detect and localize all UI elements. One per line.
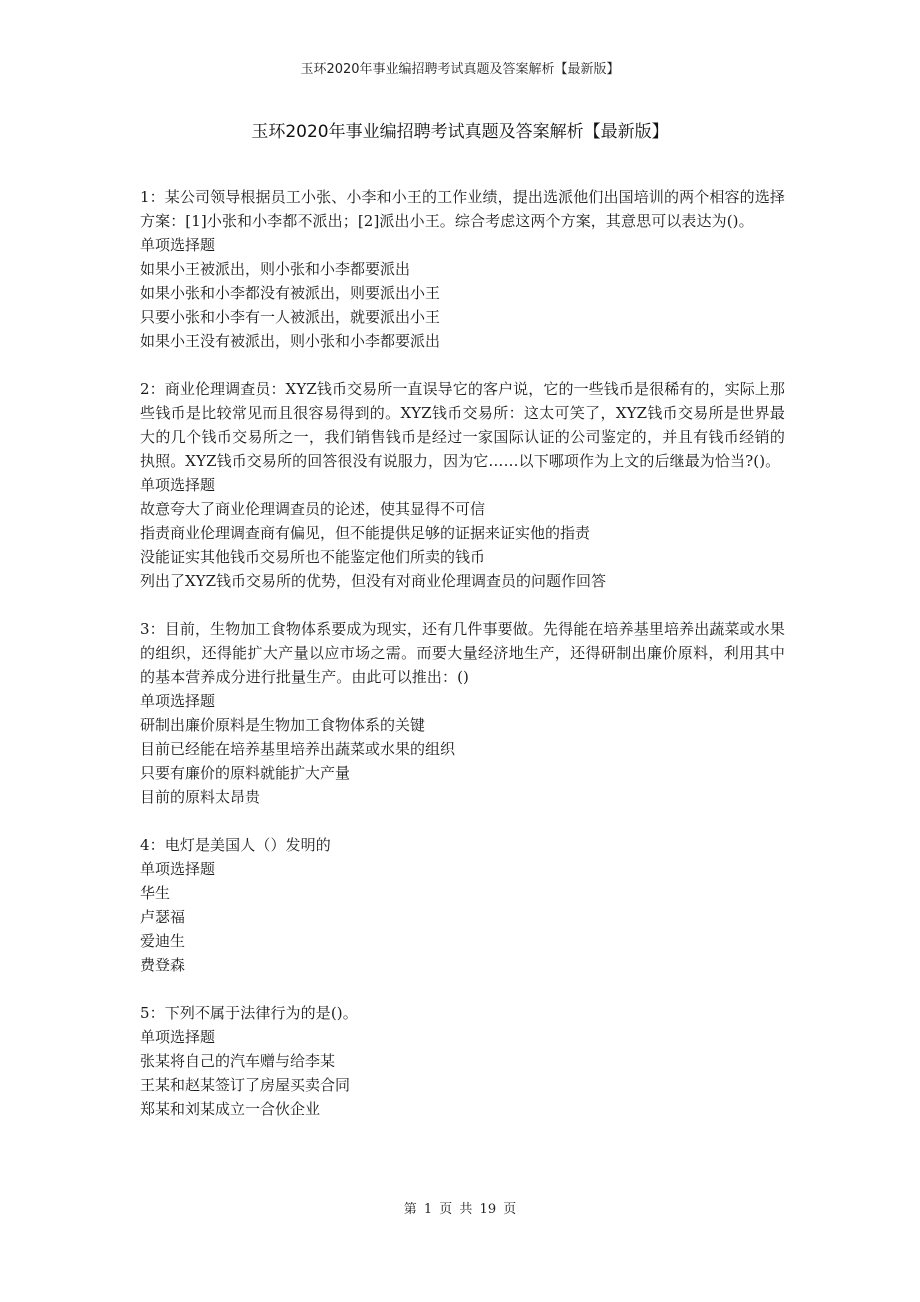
question-type: 单项选择题 <box>140 860 216 878</box>
question-1 <box>140 185 785 353</box>
answer-option: 张某将自己的汽车赠与给李某 <box>140 1052 336 1070</box>
question-stem: 3：目前，生物加工食物体系要成为现实，还有几件事要做。先得能在培养基里培养出蔬菜或水果的组织，还得能扩大产量以应市场之需。而要大量经济地生产，还得研制出廉价原料，利用其中的基本营养成分进行批量生产。由此可以推出：() <box>140 620 785 686</box>
answer-option: 如果小张和小李都没有被派出，则要派出小王 <box>140 284 441 302</box>
document-title: 玉环2020年事业编招聘考试真题及答案解析【最新版】 <box>251 122 669 142</box>
question-2 <box>140 377 785 593</box>
question-stem: 4：电灯是美国人（）发明的 <box>140 836 331 854</box>
question-4 <box>140 833 785 977</box>
answer-option: 目前已经能在培养基里培养出蔬菜或水果的组织 <box>140 740 456 758</box>
answer-option: 如果小王被派出，则小张和小李都要派出 <box>140 260 411 278</box>
answer-option: 目前的原料太昂贵 <box>140 788 261 806</box>
answer-option: 指责商业伦理调查商有偏见，但不能提供足够的证据来证实他的指责 <box>140 524 591 542</box>
answer-option: 华生 <box>140 884 171 902</box>
question-type: 单项选择题 <box>140 236 216 254</box>
question-stem: 2：商业伦理调查员：XYZ钱币交易所一直误导它的客户说，它的一些钱币是很稀有的，实际上那些钱币是比较常见而且很容易得到的。XYZ钱币交易所：这太可笑了，XYZ钱币交易所是世界最大的几个钱币交易所之一，我们销售钱币是经过一家国际认证的公司鉴定的，并且有钱币经销的执照。XYZ钱币交易所的回答很没有说服力，因为它……以下哪项作为上文的后继最为恰当?()。 <box>140 380 785 470</box>
answer-option: 如果小王没有被派出，则小张和小李都要派出 <box>140 332 441 350</box>
question-stem: 5：下列不属于法律行为的是()。 <box>140 1004 358 1022</box>
question-type: 单项选择题 <box>140 476 216 494</box>
page-number: 第 1 页 共 19 页 <box>403 1202 517 1217</box>
answer-option: 郑某和刘某成立一合伙企业 <box>140 1100 321 1118</box>
question-5 <box>140 1001 785 1121</box>
answer-option: 研制出廉价原料是生物加工食物体系的关键 <box>140 716 426 734</box>
question-type: 单项选择题 <box>140 692 216 710</box>
running-header: 玉环2020年事业编招聘考试真题及答案解析【最新版】 <box>300 62 620 77</box>
question-stem: 1：某公司领导根据员工小张、小李和小王的工作业绩，提出选派他们出国培训的两个相容的选择方案：[1]小张和小李都不派出；[2]派出小王。综合考虑这两个方案，其意思可以表达为()。 <box>140 188 785 230</box>
answer-option: 爱迪生 <box>140 932 186 950</box>
answer-option: 费登森 <box>140 956 186 974</box>
answer-option: 卢瑟福 <box>140 908 186 926</box>
answer-option: 只要有廉价的原料就能扩大产量 <box>140 764 351 782</box>
answer-option: 王某和赵某签订了房屋买卖合同 <box>140 1076 351 1094</box>
answer-option: 只要小张和小李有一人被派出，就要派出小王 <box>140 308 441 326</box>
answer-option: 故意夸大了商业伦理调查员的论述，使其显得不可信 <box>140 500 486 518</box>
question-list <box>140 185 785 1145</box>
answer-option: 列出了XYZ钱币交易所的优势，但没有对商业伦理调查员的问题作回答 <box>140 572 607 590</box>
question-3 <box>140 617 785 809</box>
question-type: 单项选择题 <box>140 1028 216 1046</box>
answer-option: 没能证实其他钱币交易所也不能鉴定他们所卖的钱币 <box>140 548 486 566</box>
